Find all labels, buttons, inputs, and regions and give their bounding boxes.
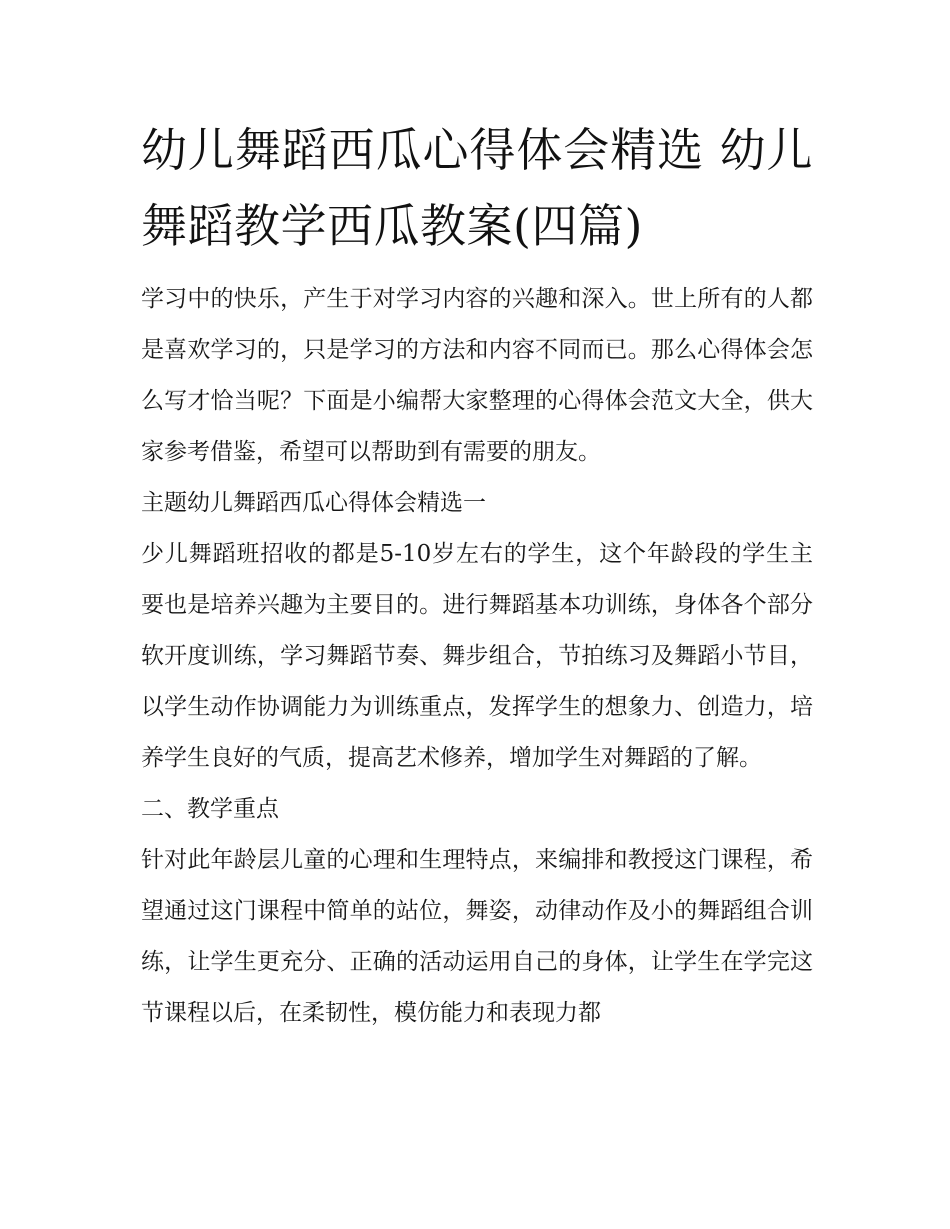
section-heading-two: 二、教学重点	[141, 796, 279, 822]
body-paragraph: 针对此年龄层儿童的心理和生理特点，来编排和教授这门课程，希望通过这门课程中简单的站位，舞姿，动律动作及小的舞蹈组合训练，让学生更充分、正确的活动运用自己的身体，让学生在学完这节课程以后，在柔韧性，模仿能力和表现力都	[141, 847, 813, 1026]
section-heading-one: 主题幼儿舞蹈西瓜心得体会精选一	[141, 490, 486, 516]
document-title: 幼儿舞蹈西瓜心得体会精选 幼儿舞蹈教学西瓜教案(四篇)	[141, 123, 813, 253]
intro-paragraph: 学习中的快乐，产生于对学习内容的兴趣和深入。世上所有的人都是喜欢学习的，只是学习的方法和内容不同而已。那么心得体会怎么写才恰当呢？下面是小编帮大家整理的心得体会范文大全，供大家参考借鉴，希望可以帮助到有需要的朋友。	[141, 286, 813, 465]
body-paragraph: 少儿舞蹈班招收的都是5-10岁左右的学生，这个年龄段的学生主要也是培养兴趣为主要目的。进行舞蹈基本功训练，身体各个部分软开度训练，学习舞蹈节奏、舞步组合，节拍练习及舞蹈小节目，以学生动作协调能力为训练重点，发挥学生的想象力、创造力，培养学生良好的气质，提高艺术修养，增加学生对舞蹈的了解。	[141, 541, 813, 771]
document-page	[141, 112, 813, 1039]
document-body	[141, 274, 813, 1039]
